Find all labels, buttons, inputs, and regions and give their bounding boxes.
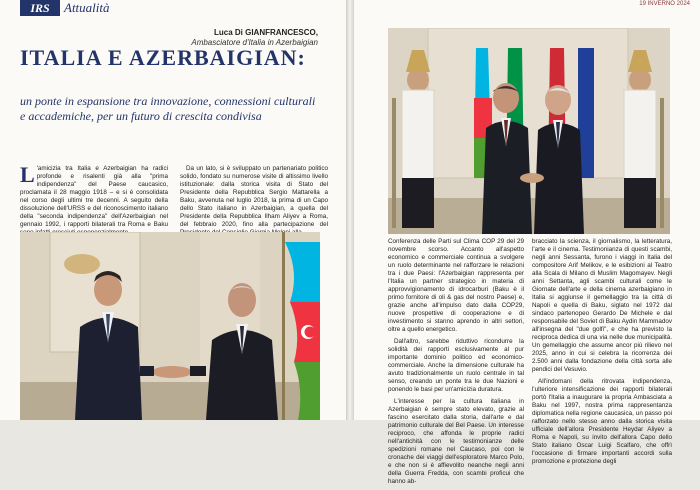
text-column-4 (532, 238, 672, 470)
left-page (0, 0, 346, 420)
column-4-para-2: All'indomani della ritrovata indipendenza, l'ulteriore intensificazione dei rapporti bilaterali portò l'Italia a inaugurare la propria Ambasciata a Baku nel 1997, nostra prima rappresentanza diplomatica nella regione caucasica, un passo poi rafforzato nello stesso anno dalla storica visita ufficiale dell'allora Presidente Heydar Aliyev a Roma e Napoli, su invito dell'allora Capo dello Stato italiano Oscar Luigi Scalfaro, che offrì l'occasione di firmare importanti accordi sulla promozione e protezione degli (532, 378, 672, 465)
column-1-text: 'amicizia tra Italia e Azerbaigian ha radici profonde e risalenti già alla "prima indipendenza" del Paese caucasico, proclamata il 28 maggio 1918 – e si è consolidata nel corso degli ultimi tre decenni. A seguito della dissoluzione dell'URSS e del riconoscimento italiano della "seconda indipendenza" dell'Azerbaigian nel gennaio 1992, i rapporti bilaterali tra Roma e Baku (20, 165, 168, 228)
text-column-2 (180, 165, 328, 241)
column-3-para-2: Dall'altro, sarebbe riduttivo ricondurre la solidità dei rapporti esclusivamente al pur importante dominio politico ed economico-commerciale. Anche la dimensione culturale ha avuto tradizionalmente un ruolo centrale in tal senso, creando un ponte tra le due Nazioni e ponendo le basi per un'amicizia duratura. (388, 338, 524, 393)
text-column-1 (20, 162, 168, 237)
drop-cap: L (20, 162, 35, 187)
column-4-para-1: bracciato la scienza, il giornalismo, la letteratura, l'arte e il cinema. Testimonianza di questi scambi, negli anni Sessanta, furono i viaggi in Italia del compositore Arif Melikov, e le esibizioni al Teatro alla Scala di Milano di Muslim Magomayev. Negli anni Settanta, agli scambi culturali come le Giornate dell'arte e della cinema azerbaigiano in Italia si aggiunse il gemellaggio tra la città di Napoli e quella di Baku, siglato nel 1972 dal sindaco partenopeo Gerardo De Michele e dal responsabile del Soviet di Baku Aydin Mammadov all'insegna del "due golfi", e che ha previsto la reciproca dedica di una via nelle due municipalità. Un gemellaggio che assume ancor più rilievo nel 2025, anno in cui si celebra la ricorrenza dei 2.500 anni dalla fondazione della città sorta alle pendici del Vesuvio. (532, 238, 672, 373)
column-3-para-3: L'interesse per la cultura italiana in Azerbaigian è sempre stato elevato, grazie al fascino esercitato dalla storia, dall'arte e dal patrimonio culturale del Bel Paese. Un interesse reciproco, che affonda le proprie radici nell'antichità con le testimonianze delle spedizioni romane nel Caucaso, poi con le cronache dei viaggi dell'esploratore Marco Polo, e che non si è affievolito neanche negli anni della Guerra Fredda, con scambi proficui che hanno ab- (388, 398, 524, 485)
photo-illustration-2 (388, 28, 670, 234)
photo-credentials-ceremony (20, 232, 320, 420)
magazine-logo: IRS (20, 0, 60, 16)
column-2-text: Da un lato, si è sviluppato un partenariato politico solido, fondato su numerose visite di altissimo livello istituzionale: dalla storica visita di Stato del Presidente della Repubblica Sergio Mattarella a Baku, avvenuta nel luglio 2018, la prima di un Capo dello Stato italiano in Azerbaigian, a quella del Presidente della Repubblica Ilham Aliyev a Roma, del febbraio 2020, fino alla partecipazione del (180, 165, 328, 228)
text-column-3 (388, 238, 524, 490)
page-gutter (346, 0, 354, 420)
column-3-para-1: Conferenza delle Parti sul Clima COP 29 del 29 novembre scorso. Accanto all'aspetto economico e commerciale continua a svolgere un ruolo determinante nel rafforzare le relazioni tra i due Paesi: l'Azerbaigian rappresenta per l'Italia un partner strategico in materia di approvvigionamento di idrocarburi (Baku è il primo fornitore di oli & gas del nostro Paese) e, grazie anche all'impulso dato dalla COP29, nuove prospettive di cooperazione e di investimento si stanno aprendo in altri settori, oltre a quello energetico. (388, 238, 524, 333)
author-role: Ambasciatore d'Italia in Azerbaigian (191, 38, 318, 47)
section-label: Attualità (64, 0, 110, 15)
issue-label: 19 INVERNO 2024 (639, 1, 690, 7)
article-title: ITALIA E AZERBAIGIAN: (20, 45, 306, 70)
author-name: Luca Di GIANFRANCESCO, (213, 28, 318, 37)
photo-state-visit (388, 28, 670, 234)
article-subtitle: un ponte in espansione tra innovazione, connessioni culturali e accademiche, per un futuro di crescita condivisa (20, 94, 316, 123)
photo-illustration (20, 232, 320, 420)
